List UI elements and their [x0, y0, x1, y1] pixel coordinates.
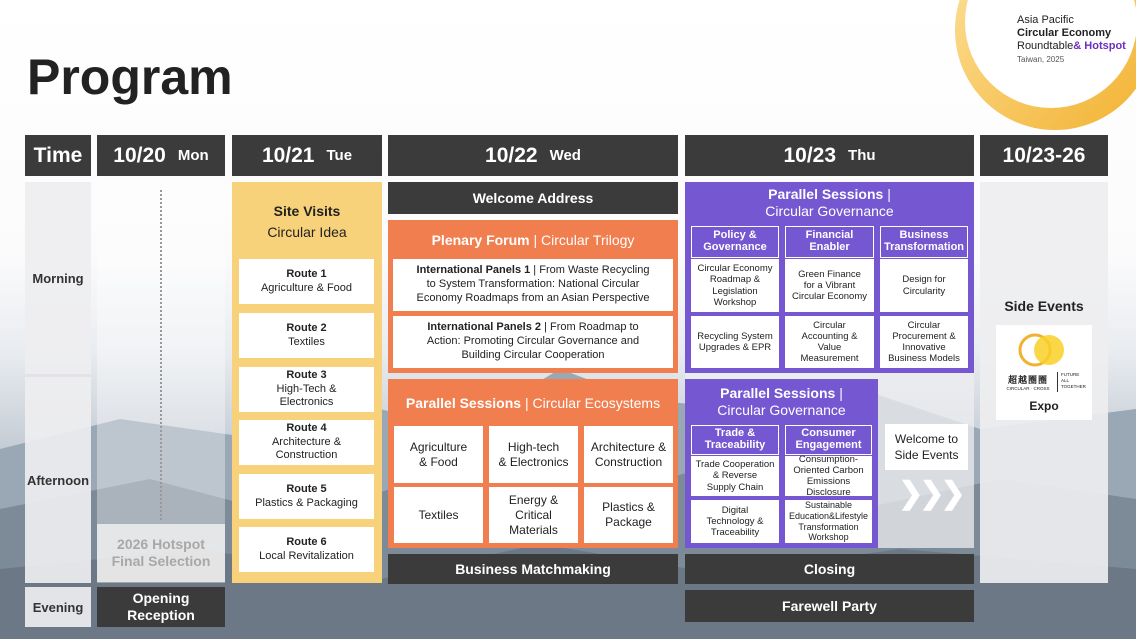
cell-line: Materials: [509, 522, 558, 537]
cell-line: Supply Chain: [706, 481, 764, 493]
panel1-line: to System Transformation: National Circular: [426, 278, 640, 291]
panel2-bold: International Panels 2: [427, 321, 542, 334]
time-morning-label: Morning: [32, 270, 84, 286]
cell-line: Workshop: [713, 296, 757, 308]
reception-line1: Opening: [132, 590, 190, 606]
cell-line: Textiles: [418, 507, 459, 522]
col-header-line: Trade &: [714, 427, 756, 440]
header-weekday: Wed: [549, 147, 581, 164]
route-name: Route 3: [286, 368, 327, 381]
logo-line3a: Roundtable: [1017, 40, 1074, 52]
route-line: Textiles: [288, 335, 325, 348]
thu-am-title-bold: Parallel Sessions: [768, 186, 884, 202]
hotspot-line2: Final Selection: [111, 553, 211, 569]
cell-line: Upgrades & EPR: [698, 342, 772, 353]
time-evening: [25, 587, 91, 627]
cell-line: Agriculture: [409, 439, 468, 454]
panel2-line: From Roadmap to: [550, 321, 639, 334]
thu-am-col3-header: [880, 226, 968, 258]
header-day-1020: [97, 135, 225, 176]
reception-line2: Reception: [127, 607, 195, 623]
hotspot-final-selection: [97, 524, 225, 582]
logo-line2: Circular Economy: [1017, 27, 1112, 39]
col-header-line: Transformation: [883, 241, 965, 253]
session-cell-4[interactable]: [394, 487, 483, 543]
col-header-line: Policy &: [713, 229, 757, 242]
plenary-forum-title: Plenary Forum | Circular Trilogy: [431, 232, 635, 248]
site-visits-subtitle: Circular Idea: [267, 224, 347, 240]
logo-cn-text: 超越圈圈: [1007, 375, 1048, 385]
route-card-3[interactable]: [239, 367, 374, 412]
route-card-1[interactable]: [239, 259, 374, 304]
route-name: Route 2: [286, 321, 327, 334]
logo-divider: [1057, 372, 1058, 392]
thu-pm-title: Parallel Sessions | Circular Governance: [685, 385, 878, 419]
closing: [685, 554, 974, 584]
chevron-arrows-icon: ❯❯❯: [898, 477, 962, 510]
route-name: Route 1: [286, 267, 327, 280]
cell-line: Consumption-: [798, 453, 859, 465]
col-header-line: Consumer: [801, 427, 856, 440]
plenary-title-bold: Plenary Forum: [431, 232, 530, 248]
route-name: Route 5: [286, 482, 327, 495]
cell-line: Circular: [813, 319, 846, 331]
cell-line: Innovative: [902, 342, 946, 353]
panel1-bold: International Panels 1: [416, 264, 531, 277]
cell-line: Circular Economy: [697, 263, 773, 275]
header-day-1023: [685, 135, 974, 176]
cell-line: Value: [817, 342, 842, 353]
cell-line: Energy &: [508, 492, 559, 507]
closing-label: Closing: [803, 561, 856, 577]
event-logo: [1017, 14, 1132, 66]
side-events-title: Side Events: [1004, 298, 1084, 314]
header-time: [25, 135, 91, 176]
business-matchmaking-label: Business Matchmaking: [455, 561, 611, 577]
col-header-line: Financial: [805, 229, 854, 242]
welcome-address-label: Welcome Address: [472, 190, 594, 206]
route-card-2[interactable]: [239, 313, 374, 358]
cell-line: Traceability: [710, 527, 760, 539]
thu-pm-col2-a[interactable]: [785, 453, 872, 499]
thu-am-col2-header: [785, 226, 874, 258]
cell-line: Business Models: [888, 353, 960, 365]
header-weekday: Thu: [848, 147, 876, 164]
cell-line: Construction: [594, 454, 663, 469]
col-header-line: Traceability: [704, 439, 766, 451]
route-line: Architecture &: [271, 435, 342, 448]
col-header-line: Enabler: [809, 241, 850, 253]
logo-line1: Asia Pacific: [1017, 14, 1074, 26]
thu-pm-title-bold: Parallel Sessions: [720, 385, 836, 401]
cell-line: Recycling System: [697, 330, 773, 342]
cell-line: Workshop: [808, 532, 849, 543]
hotspot-line1: 2026 Hotspot: [117, 536, 205, 552]
cell-line: Package: [605, 515, 652, 529]
thu-am-col3-a[interactable]: [880, 259, 968, 312]
panel2-line: Building Circular Cooperation: [461, 348, 605, 361]
cell-line: High-tech: [507, 439, 560, 454]
session-cell-2[interactable]: [489, 426, 578, 483]
expo-label: Expo: [1029, 399, 1059, 413]
route-line: Construction: [275, 449, 338, 462]
cell-line: Digital: [721, 504, 749, 516]
header-date: 10/23: [783, 143, 837, 167]
thu-pm-col2-b[interactable]: [785, 500, 872, 543]
panel1-line: From Waste Recycling: [539, 264, 650, 277]
opening-reception: [97, 587, 225, 627]
cell-line: Education&Lifestyle: [788, 510, 869, 521]
cell-line: Procurement &: [892, 330, 956, 342]
logo-tag-line: TOGETHER: [1061, 384, 1086, 389]
logo-line3b: & Hotspot: [1073, 40, 1126, 52]
page-title: Program: [27, 49, 233, 105]
header-date: 10/21: [261, 143, 315, 167]
cell-line: Circular Economy: [792, 291, 867, 303]
route-card-4[interactable]: [239, 420, 374, 465]
parallel-title-bold: Parallel Sessions: [405, 395, 522, 411]
route-line: High-Tech &: [276, 382, 337, 395]
col-header-line: Business: [899, 229, 949, 242]
thu-am-col1-a[interactable]: [691, 259, 779, 312]
thu-am-title: Parallel Sessions | Circular Governance: [685, 186, 974, 220]
welcome-side-line: Welcome to: [894, 432, 959, 446]
cell-line: Green Finance: [798, 268, 861, 280]
cell-line: Design for: [902, 274, 946, 286]
header-weekday: Mon: [177, 147, 209, 164]
session-cell-1[interactable]: [394, 426, 483, 483]
cell-line: Emissions Disclosure: [806, 476, 851, 499]
thu-am-col3-b[interactable]: [880, 316, 968, 368]
logo-tag-line: FUTURE: [1061, 372, 1080, 377]
cell-line: Roadmap &: [709, 274, 761, 286]
parallel-ecosystems-title: Parallel Sessions | Circular Ecosystems: [405, 395, 661, 411]
session-cell-3[interactable]: [584, 426, 673, 483]
route-card-5[interactable]: [239, 474, 374, 519]
cell-line: Technology &: [706, 515, 764, 527]
header-day-1022: [388, 135, 678, 176]
thu-am-col2-a[interactable]: [785, 259, 874, 312]
cell-line: Measurement: [800, 353, 859, 365]
route-line: Local Revitalization: [259, 549, 354, 562]
cell-line: & Electronics: [498, 454, 569, 469]
route-card-6[interactable]: [239, 527, 374, 572]
thu-am-col1-b[interactable]: [691, 316, 779, 368]
logo-tagline: [1061, 372, 1091, 390]
route-line: Plastics & Packaging: [255, 496, 358, 509]
circular-cross-logo-icon: [1018, 333, 1066, 367]
cell-line: Plastics &: [602, 500, 655, 514]
farewell-party: [685, 590, 974, 622]
cell-line: Legislation: [712, 285, 758, 297]
cell-line: Trade Cooperation: [695, 459, 775, 471]
cell-line: & Reverse: [712, 470, 758, 482]
thu-pm-col2-header: [785, 425, 872, 455]
cell-line: Oriented Carbon: [793, 464, 864, 476]
plenary-title-sub: Circular Trilogy: [541, 232, 635, 248]
header-date: 10/22: [485, 143, 538, 167]
time-afternoon: [25, 377, 91, 583]
thu-am-col2-b[interactable]: [785, 316, 874, 368]
panel1-line: Economy Roadmaps from an Asian Perspective: [416, 291, 650, 304]
time-afternoon-label: Afternoon: [26, 472, 90, 488]
header-day-1021: [232, 135, 382, 176]
cell-line: Circularity: [902, 285, 946, 297]
time-evening-label: Evening: [32, 599, 84, 615]
header-date: 10/20: [113, 143, 166, 167]
route-name: Route 6: [286, 535, 327, 548]
business-matchmaking: [388, 554, 678, 584]
route-name: Route 4: [286, 421, 327, 434]
cell-line: & Food: [419, 454, 458, 469]
logo-tag-line: ALL: [1061, 378, 1070, 383]
session-cell-6[interactable]: [584, 487, 673, 543]
cell-line: Transformation: [798, 521, 859, 532]
welcome-address: [388, 182, 678, 214]
site-visits-title: Site Visits: [273, 203, 341, 219]
thu-pm-col1-a[interactable]: [691, 456, 779, 496]
cell-line: Architecture &: [590, 439, 667, 454]
header-day-1023-26: [980, 135, 1108, 176]
parallel-title-sub: Circular Ecosystems: [532, 395, 661, 411]
header-time-label: Time: [33, 143, 83, 167]
header-weekday: Tue: [326, 147, 353, 164]
logo-en-text: CIRCULAR · CROSS: [1006, 386, 1050, 391]
logo-line4: Taiwan, 2025: [1017, 55, 1065, 64]
international-panel-1[interactable]: International Panels 1 | From Waste Recycling to System Transformation: National Circular Economy Roadmaps from an Asian Perspective: [393, 259, 673, 311]
panel2-line: Action: Promoting Circular Governance and: [426, 335, 640, 348]
header-date: 10/23-26: [1002, 143, 1086, 167]
mon-dotted-line: [160, 190, 162, 520]
farewell-party-label: Farewell Party: [782, 598, 877, 614]
cell-line: for a Vibrant: [803, 279, 856, 291]
cell-line: Accounting &: [801, 330, 858, 342]
col-header-line: Engagement: [795, 439, 862, 451]
thu-am-col1-header: [691, 226, 779, 258]
thu-pm-title-sub: Circular Governance: [717, 402, 846, 418]
route-line: Electronics: [279, 396, 334, 409]
cell-line: Circular: [907, 319, 941, 331]
col-header-line: Governance: [703, 241, 767, 253]
time-morning: [25, 182, 91, 374]
thu-am-title-sub: Circular Governance: [765, 203, 894, 219]
route-line: Agriculture & Food: [260, 281, 353, 294]
thu-pm-col1-header: [691, 425, 779, 455]
cell-line: Sustainable: [804, 500, 853, 511]
welcome-side-line: Side Events: [894, 448, 959, 462]
welcome-side-events-card[interactable]: [885, 424, 968, 470]
session-cell-5[interactable]: [489, 487, 578, 543]
thu-pm-col1-b[interactable]: [691, 500, 779, 543]
cell-line: Critical: [515, 507, 552, 522]
international-panel-2[interactable]: International Panels 2 | From Roadmap to Action: Promoting Circular Governance and Building Circular Cooperation: [393, 316, 673, 368]
